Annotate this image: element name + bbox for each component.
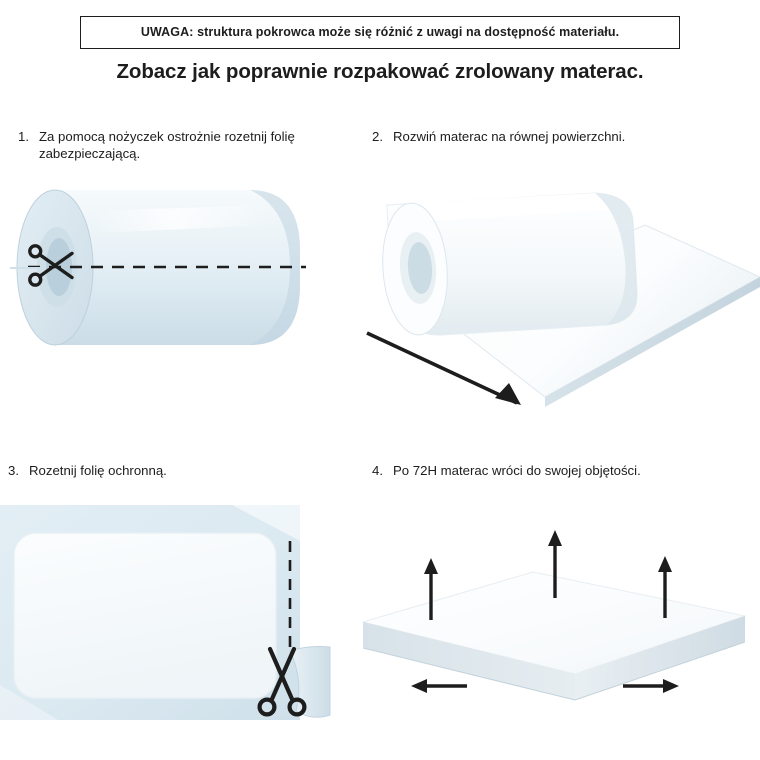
- step-1-illustration: [0, 175, 330, 385]
- step-4-caption: [372, 462, 712, 479]
- step-2-illustration: [345, 165, 760, 435]
- notice-text: UWAGA: struktura pokrowca może się różnić z uwagi na dostępność materiału.: [140, 25, 620, 39]
- step-2-text: Rozwiń materac na równej powierzchni.: [393, 129, 626, 144]
- step-1-caption: [18, 128, 318, 163]
- page-title: [0, 60, 760, 84]
- page-title-text: Zobacz jak poprawnie rozpakować zrolowany materac.: [116, 60, 644, 83]
- step-1-number: 1.: [18, 129, 29, 144]
- expand-arrow-left: [411, 679, 467, 693]
- step-2-caption: [372, 128, 702, 145]
- step-1-text: Za pomocą nożyczek ostrożnie rozetnij folię zabezpieczającą.: [39, 129, 295, 162]
- step-3-text: Rozetnij folię ochronną.: [29, 463, 167, 478]
- step-4-number: 4.: [372, 463, 383, 478]
- step-3-number: 3.: [8, 463, 19, 478]
- notice-banner: [80, 16, 680, 49]
- step-4-text: Po 72H materac wróci do swojej objętości.: [393, 463, 641, 478]
- step-2-number: 2.: [372, 129, 383, 144]
- step-3-illustration: [0, 505, 330, 750]
- step-4-illustration: [345, 510, 760, 740]
- mattress-inside-foil: [14, 533, 276, 698]
- step-3-caption: [8, 462, 328, 479]
